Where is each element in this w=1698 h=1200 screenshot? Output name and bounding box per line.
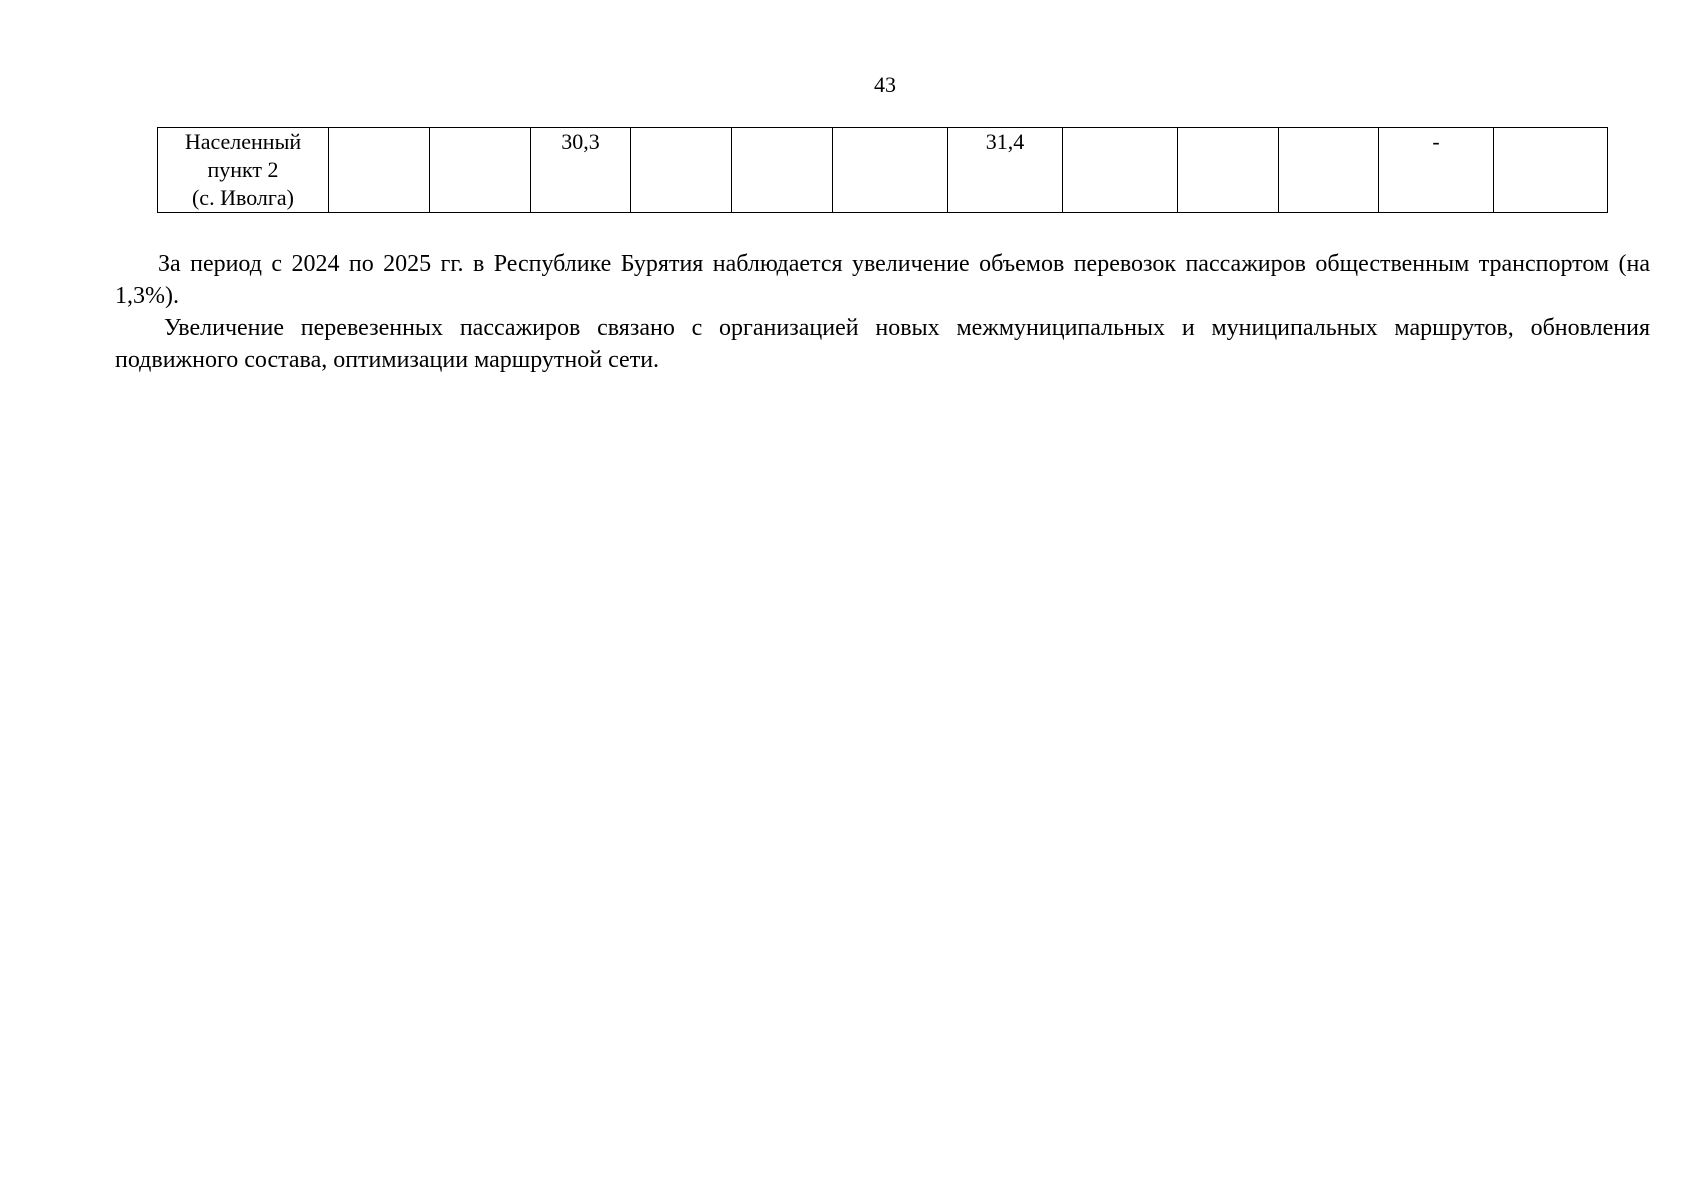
data-table (157, 127, 1608, 213)
table-cell (1063, 128, 1178, 213)
table-cell: 31,4 (948, 128, 1063, 213)
table-cell (1178, 128, 1279, 213)
body-text (115, 248, 1650, 376)
table-cell (732, 128, 833, 213)
paragraph-growth-reasons: Увеличение перевезенных пассажиров связано с организацией новых межмуниципальных и муниципальных маршрутов, обновления подвижного состава, оптимизации маршрутной сети. (115, 315, 1650, 373)
table-cell (631, 128, 732, 213)
page-number: 43 (874, 72, 896, 97)
table-cell: - (1379, 128, 1494, 213)
table-cell (1279, 128, 1379, 213)
table-cell: 30,3 (531, 128, 631, 213)
paragraph-passenger-volume: За период с 2024 по 2025 гг. в Республике Бурятия наблюдается увеличение объемов перевозок пассажиров общественным транспортом (на 1,3%). (115, 251, 1650, 309)
table-row (158, 128, 1608, 213)
table-cell (1494, 128, 1608, 213)
table-cell (430, 128, 531, 213)
settlement-name-cell: Населенный пункт 2 (с. Иволга) (158, 128, 329, 213)
table-cell (833, 128, 948, 213)
table-cell (329, 128, 430, 213)
